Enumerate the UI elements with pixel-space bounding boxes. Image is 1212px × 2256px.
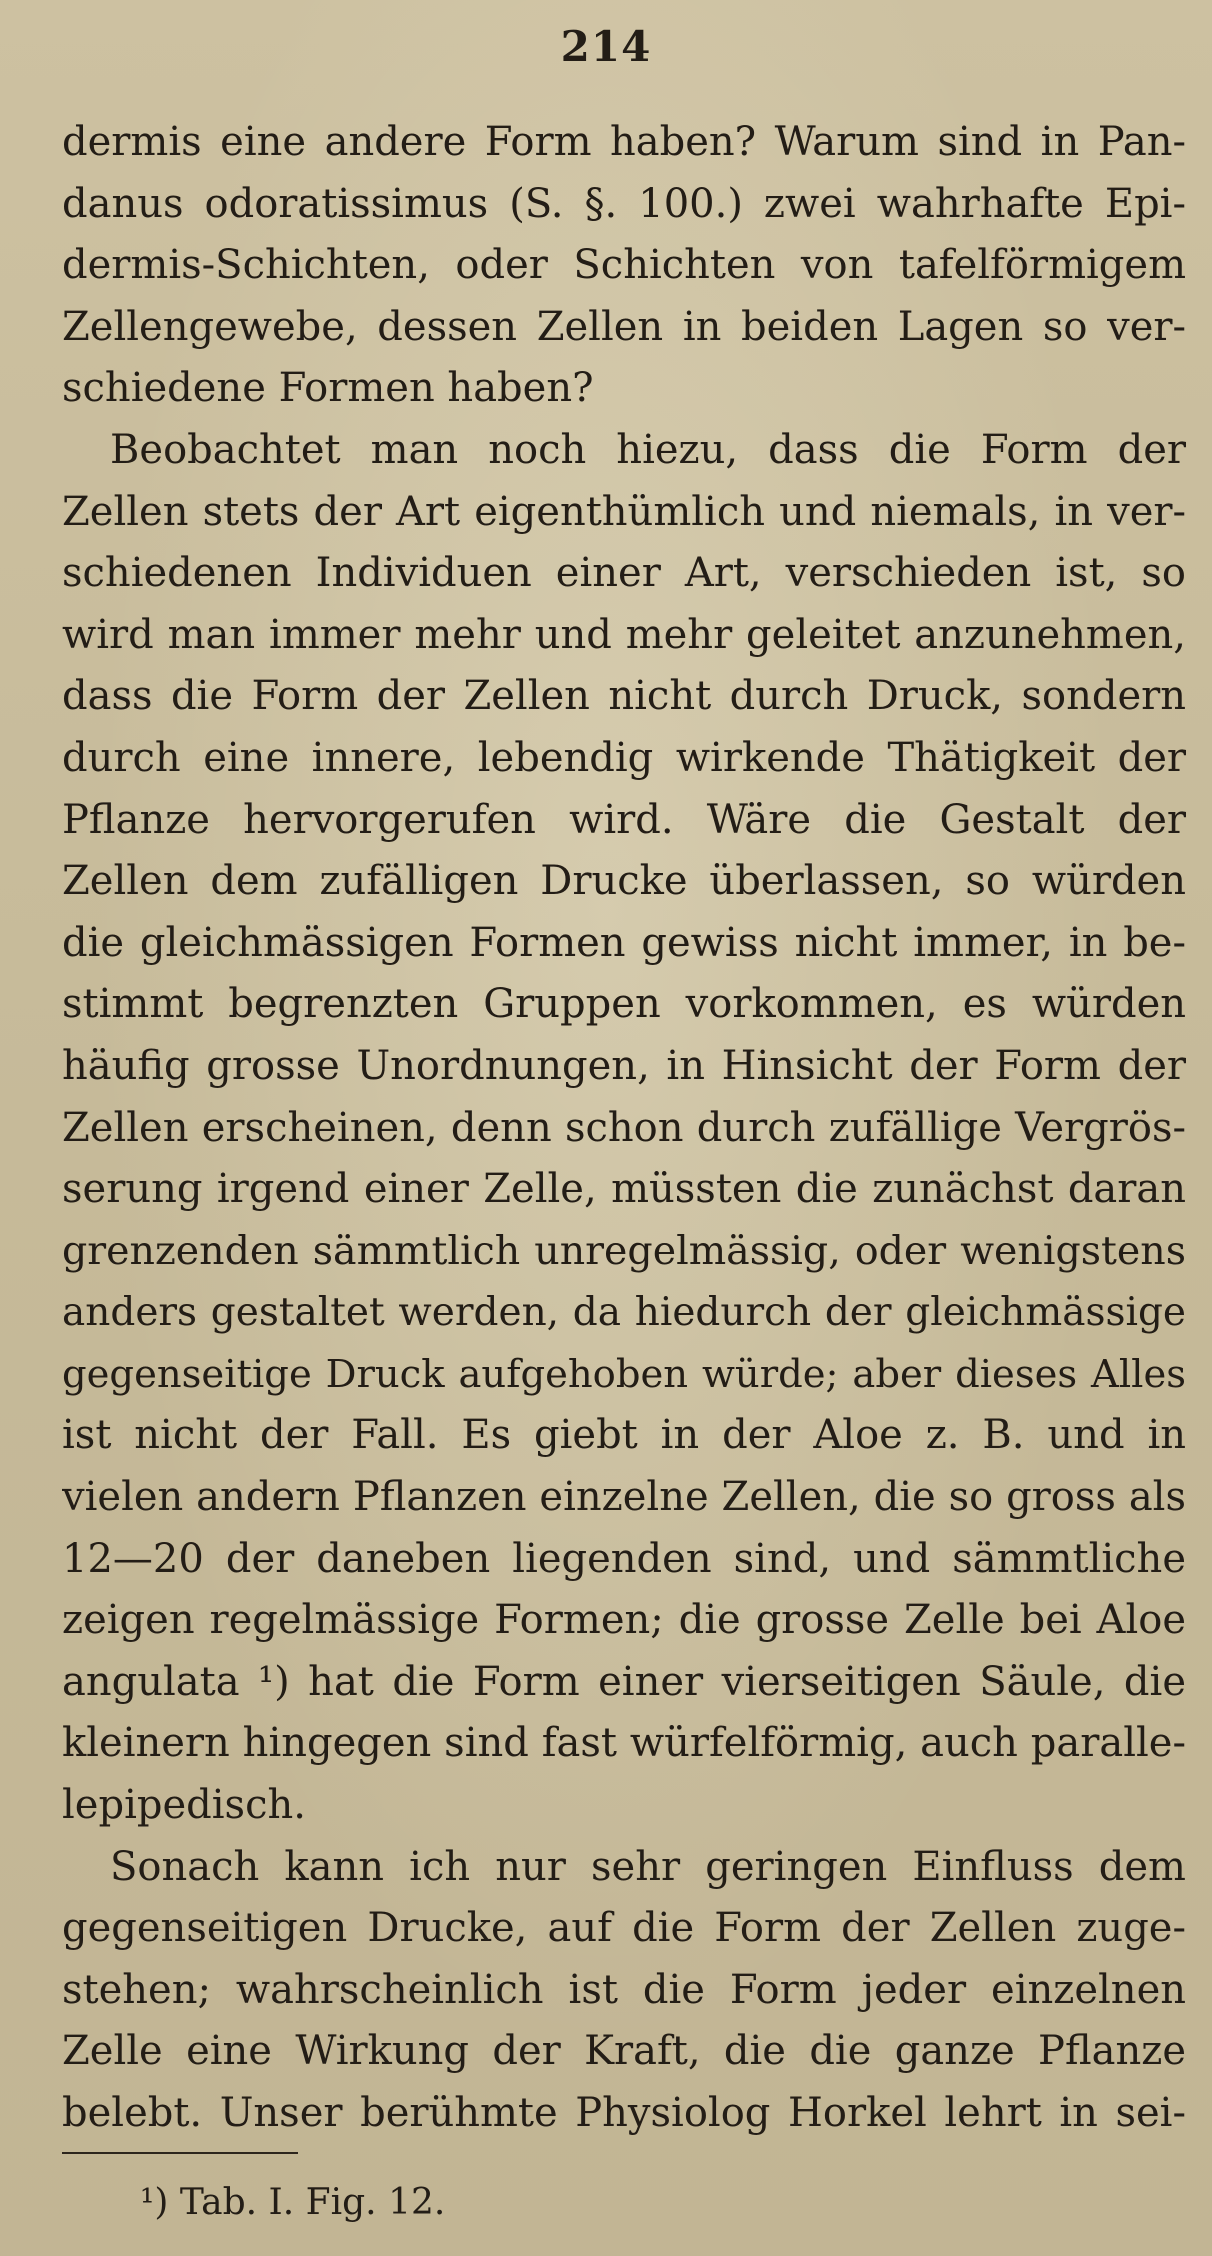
text-line: Zellen erscheinen, denn schon durch zufällige Vergrös-	[62, 1104, 1186, 1151]
text-line: Sonach kann ich nur sehr geringen Einfluss dem	[110, 1843, 1186, 1890]
text-line: Pflanze hervorgerufen wird. Wäre die Gestalt der	[62, 796, 1186, 843]
text-line: kleinern hingegen sind fast würfelförmig, auch paralle-	[62, 1720, 1186, 1767]
text-line: ist nicht der Fall. Es giebt in der Aloe z. B. und in	[62, 1412, 1186, 1459]
footnote-rule	[62, 2152, 298, 2154]
text-line: Zellen dem zufälligen Drucke überlassen, so würden	[62, 858, 1186, 905]
text-line: anders gestaltet werden, da hiedurch der gleichmässige	[62, 1290, 1186, 1336]
text-line: serung irgend einer Zelle, müssten die zunächst daran	[62, 1166, 1186, 1213]
footnote: ¹) Tab. I. Fig. 12.	[140, 2182, 446, 2223]
text-line: die gleichmässigen Formen gewiss nicht immer, in be-	[62, 919, 1186, 966]
text-line: danus odoratissimus (S. §. 100.) zwei wahrhafte Epi-	[62, 180, 1186, 227]
text-line: Zelle eine Wirkung der Kraft, die die ganze Pflanze	[62, 2028, 1186, 2075]
text-line: grenzenden sämmtlich unregelmässig, oder wenigstens	[62, 1227, 1186, 1274]
text-line: zeigen regelmässige Formen; die grosse Zelle bei Aloe	[62, 1597, 1186, 1644]
text-line: dass die Form der Zellen nicht durch Druck, sondern	[62, 673, 1186, 720]
text-line: Beobachtet man noch hiezu, dass die Form der	[110, 426, 1186, 473]
text-line: wird man immer mehr und mehr geleitet anzunehmen,	[62, 611, 1186, 658]
text-line: dermis-Schichten, oder Schichten von tafelförmigem	[62, 242, 1186, 289]
text-line: angulata ¹) hat die Form einer vierseitigen Säule, die	[62, 1658, 1186, 1705]
text-line: dermis eine andere Form haben? Warum sind in Pan-	[62, 119, 1186, 165]
text-line: lepipedisch.	[62, 1782, 306, 1829]
text-line: schiedenen Individuen einer Art, verschieden ist, so	[62, 550, 1186, 597]
text-line: gegenseitige Druck aufgehoben würde; aber dieses Alles	[62, 1351, 1186, 1397]
text-line: durch eine innere, lebendig wirkende Thätigkeit der	[62, 734, 1186, 781]
text-line: belebt. Unser berühmte Physiolog Horkel lehrt in sei-	[62, 2090, 1186, 2136]
text-line: häufig grosse Unordnungen, in Hinsicht der Form der	[62, 1042, 1186, 1089]
text-line: 12—20 der daneben liegenden sind, und sämmtliche	[62, 1535, 1186, 1582]
text-line: vielen andern Pflanzen einzelne Zellen, die so gross als	[62, 1474, 1186, 1521]
body-text	[62, 112, 1186, 2145]
text-line: Zellengewebe, dessen Zellen in beiden Lagen so ver-	[62, 303, 1186, 350]
page-number: 214	[560, 22, 652, 71]
text-line: schiedene Formen haben?	[62, 365, 594, 412]
text-line: Zellen stets der Art eigenthümlich und niemals, in ver-	[62, 488, 1186, 535]
text-line: gegenseitigen Drucke, auf die Form der Zellen zuge-	[62, 1905, 1186, 1952]
text-line: stehen; wahrscheinlich ist die Form jeder einzelnen	[62, 1966, 1186, 2013]
text-line: stimmt begrenzten Gruppen vorkommen, es würden	[62, 981, 1186, 1028]
